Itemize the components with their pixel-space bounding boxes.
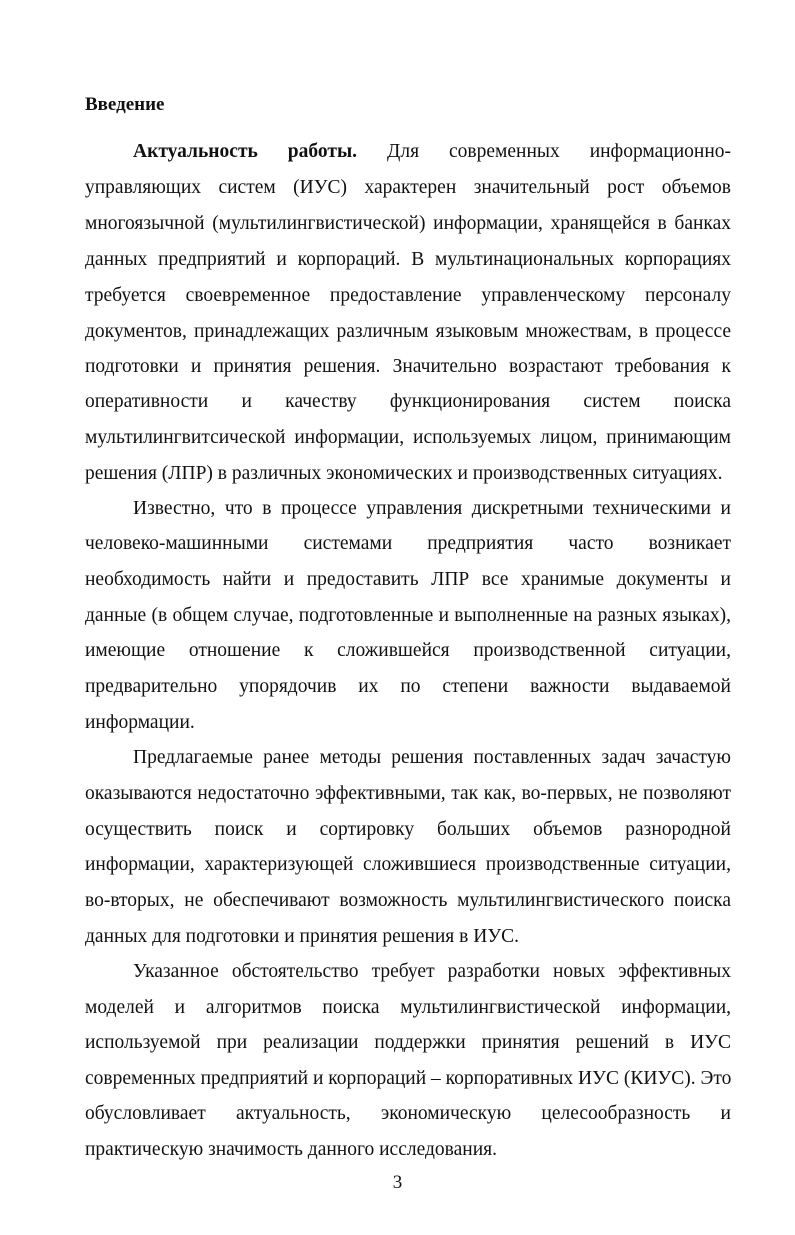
paragraph-line: необходимость найти и предоставить ЛПР все хранимые документы и — [85, 569, 731, 590]
page-number: 3 — [392, 1172, 403, 1193]
paragraph-line: предварительно упорядочив их по степени важности выдаваемой — [85, 676, 731, 697]
paragraph-line: имеющие отношение к сложившейся производственной ситуации, — [85, 640, 731, 661]
paragraph-line: требуется своевременное предоставление управленческому персоналу — [85, 285, 731, 306]
paragraph-line: многоязычной (мультилингвистической) информации, хранящейся в банках — [85, 213, 731, 234]
paragraph-line: обусловливает актуальность, экономическую целесообразность и — [85, 1103, 731, 1124]
paragraph-line: управляющих систем (ИУС) характерен значительный рост объемов — [85, 177, 731, 198]
paragraph-line: подготовки и принятия решения. Значительно возрастают требования к — [85, 356, 731, 377]
paragraph-line: мультилингвитсической информации, используемых лицом, принимающим — [85, 427, 731, 448]
paragraph-line: моделей и алгоритмов поиска мультилингвистической информации, — [85, 997, 731, 1018]
paragraph-line: оперативности и качеству функционирования систем поиска — [85, 391, 731, 412]
first-line-text: Для современных информационно- — [387, 141, 731, 162]
lead-phrase: Актуальность работы. — [133, 141, 358, 162]
paragraph-line: данных предприятий и корпораций. В мультинациональных корпорациях — [85, 249, 731, 270]
paragraph-line: используемой при реализации поддержки принятия решений в ИУС — [85, 1032, 731, 1053]
paragraph-line: Указанное обстоятельство требует разработки новых эффективных — [133, 961, 731, 982]
paragraph-line: оказываются недостаточно эффективными, так как, во-первых, не позволяют — [85, 783, 731, 804]
paragraph-line: данных для подготовки и принятия решения в ИУС. — [85, 926, 520, 947]
paragraph-line — [133, 140, 731, 164]
paragraph-line: Известно, что в процессе управления дискретными техническими и — [133, 498, 731, 519]
section-heading: Введение — [85, 94, 165, 115]
paragraph-line: данные (в общем случае, подготовленные и выполненные на разных языках), — [85, 605, 731, 626]
paragraph-line: Предлагаемые ранее методы решения поставленных задач зачастую — [133, 747, 731, 768]
paragraph-line: современных предприятий и корпораций – корпоративных ИУС (КИУС). Это — [85, 1068, 732, 1089]
paragraph-line: информации. — [85, 712, 195, 733]
paragraph-line: практическую значимость данного исследования. — [85, 1139, 497, 1160]
paragraph-line: решения (ЛПР) в различных экономических и производственных ситуациях. — [85, 463, 723, 484]
paragraph-line: документов, принадлежащих различным языковым множествам, в процессе — [85, 321, 731, 342]
paragraph-line: человеко-машинными системами предприятия часто возникает — [85, 533, 731, 554]
paragraph-line: осуществить поиск и сортировку больших объемов разнородной — [85, 819, 731, 840]
paragraph-line: во-вторых, не обеспечивают возможность мультилингвистического поиска — [85, 890, 731, 911]
paragraph-line: информации, характеризующей сложившиеся производственные ситуации, — [85, 854, 731, 875]
